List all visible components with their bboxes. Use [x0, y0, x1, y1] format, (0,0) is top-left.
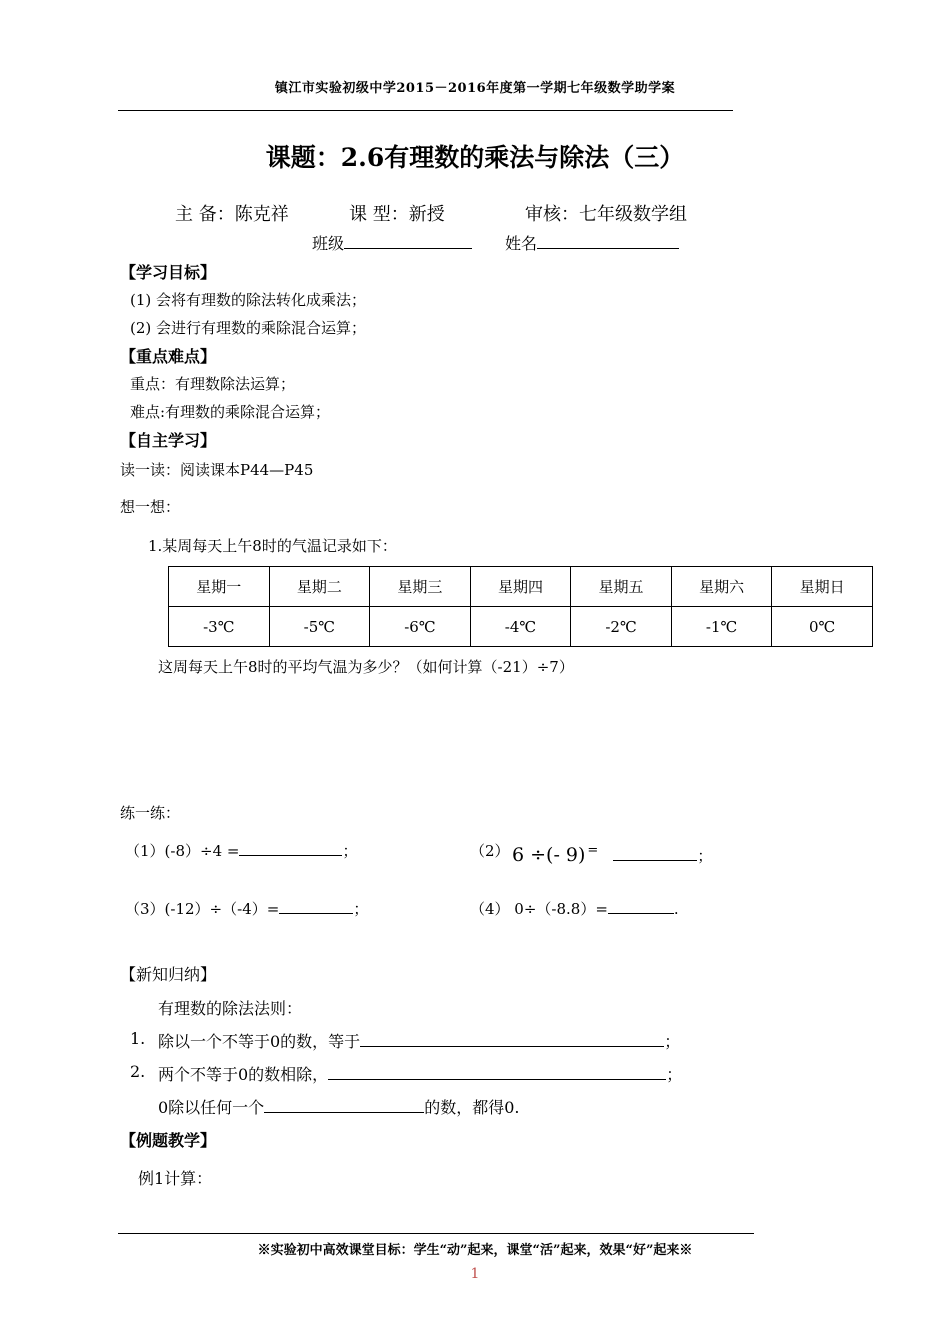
page-number: 1	[470, 1266, 480, 1282]
division-rule-title: 有理数的除法法则：	[158, 999, 303, 1018]
table-cell: -6℃	[370, 607, 471, 647]
practice-1-expr: （1）(-8）÷4 =	[125, 842, 240, 860]
average-question: 这周每天上午8时的平均气温为多少？（如何计算（-21）÷7）	[158, 658, 574, 676]
table-cell: -5℃	[269, 607, 370, 647]
table-row	[169, 607, 873, 647]
practice-3-blank[interactable]	[279, 899, 353, 914]
practice-2-eq: =	[587, 843, 599, 858]
focus-text: 重点：有理数除法运算；	[130, 375, 296, 393]
practice-3-expr: （3）(-12）÷（-4）=	[125, 900, 280, 918]
table-header-cell: 星期五	[571, 567, 672, 607]
examples-heading: 【例题教学】	[120, 1131, 217, 1150]
rule-2	[158, 1062, 682, 1085]
read-instruction: 读一读：阅读课本P44—P45	[120, 461, 314, 479]
footer-rule	[118, 1233, 754, 1234]
table-cell: 0℃	[772, 607, 873, 647]
new-knowledge-heading: 【新知归纳】	[120, 965, 217, 984]
name-field[interactable]	[505, 231, 679, 254]
practice-item-3	[125, 898, 368, 919]
rule-1-number: 1.	[130, 1029, 146, 1048]
header-rule	[118, 110, 733, 111]
rule-3-blank[interactable]	[264, 1098, 424, 1113]
lesson-title: 课题：2.6有理数的乘法与除法（三）	[265, 143, 685, 172]
class-blank[interactable]	[344, 234, 472, 249]
table-header-cell: 星期四	[470, 567, 571, 607]
question-1: 1.某周每天上午8时的气温记录如下：	[148, 537, 397, 555]
rule-3-text-a: 0除以任何一个	[158, 1098, 265, 1117]
practice-2-end: ；	[697, 847, 713, 865]
rule-1-end: ；	[664, 1032, 681, 1051]
class-field[interactable]	[312, 231, 472, 254]
rule-3	[158, 1095, 519, 1118]
table-header-cell: 星期一	[169, 567, 270, 607]
rule-2-text: 两个不等于0的数相除，	[158, 1065, 329, 1084]
table-header-cell: 星期二	[269, 567, 370, 607]
name-label: 姓名	[505, 234, 538, 253]
rule-2-end: ；	[666, 1065, 683, 1084]
rule-2-blank[interactable]	[328, 1065, 666, 1080]
rule-3-text-b: 的数，都得0.	[424, 1098, 520, 1117]
table-header-row	[169, 567, 873, 607]
table-cell: -1℃	[671, 607, 772, 647]
lesson-type-label: 课 型：新授	[349, 204, 445, 225]
practice-2-blank[interactable]	[613, 846, 697, 861]
rule-1-text: 除以一个不等于0的数，等于	[158, 1032, 361, 1051]
practice-1-blank[interactable]	[239, 841, 342, 856]
rule-1	[158, 1029, 680, 1052]
table-header-cell: 星期三	[370, 567, 471, 607]
practice-item-2-label: （2）	[470, 842, 510, 860]
school-header: 镇江市实验初级中学2015－2016年度第一学期七年级数学助学案	[274, 81, 676, 96]
rule-1-blank[interactable]	[360, 1032, 664, 1047]
practice-4-end: .	[673, 900, 679, 918]
practice-2-expr: 6 ÷(- 9)	[512, 844, 586, 866]
reviewer-label: 审核：七年级数学组	[525, 204, 687, 225]
table-header-cell: 星期日	[772, 567, 873, 607]
practice-item-1	[125, 840, 357, 861]
practice-1-end: ；	[342, 842, 358, 860]
difficulty-text: 难点:有理数的乘除混合运算；	[130, 403, 331, 421]
objective-item: (1) 会将有理数的除法转化成乘法；	[130, 291, 367, 309]
practice-item-4	[470, 898, 679, 919]
practice-item-2	[512, 843, 712, 866]
practice-4-blank[interactable]	[608, 899, 674, 914]
keypoints-heading: 【重点难点】	[120, 347, 217, 366]
rule-2-number: 2.	[130, 1062, 146, 1081]
table-header-cell: 星期六	[671, 567, 772, 607]
temperature-table	[168, 566, 873, 647]
table-cell: -2℃	[571, 607, 672, 647]
objectives-heading: 【学习目标】	[120, 263, 217, 282]
self-study-heading: 【自主学习】	[120, 431, 217, 450]
practice-heading: 练一练：	[120, 804, 181, 822]
footer-motto: ※实验初中高效课堂目标：学生“动”起来，课堂“活”起来，效果“好”起来※	[257, 1243, 693, 1258]
preparer-label: 主 备：陈克祥	[175, 204, 289, 225]
name-blank[interactable]	[537, 234, 679, 249]
table-cell: -3℃	[169, 607, 270, 647]
class-label: 班级	[312, 234, 345, 253]
practice-4-expr: （4） 0÷（-8.8）=	[470, 900, 608, 918]
think-label: 想一想：	[120, 498, 181, 516]
practice-3-end: ；	[353, 900, 369, 918]
objective-item: (2) 会进行有理数的乘除混合运算；	[130, 319, 367, 337]
table-cell: -4℃	[470, 607, 571, 647]
example-1-label: 例1计算：	[138, 1169, 213, 1188]
